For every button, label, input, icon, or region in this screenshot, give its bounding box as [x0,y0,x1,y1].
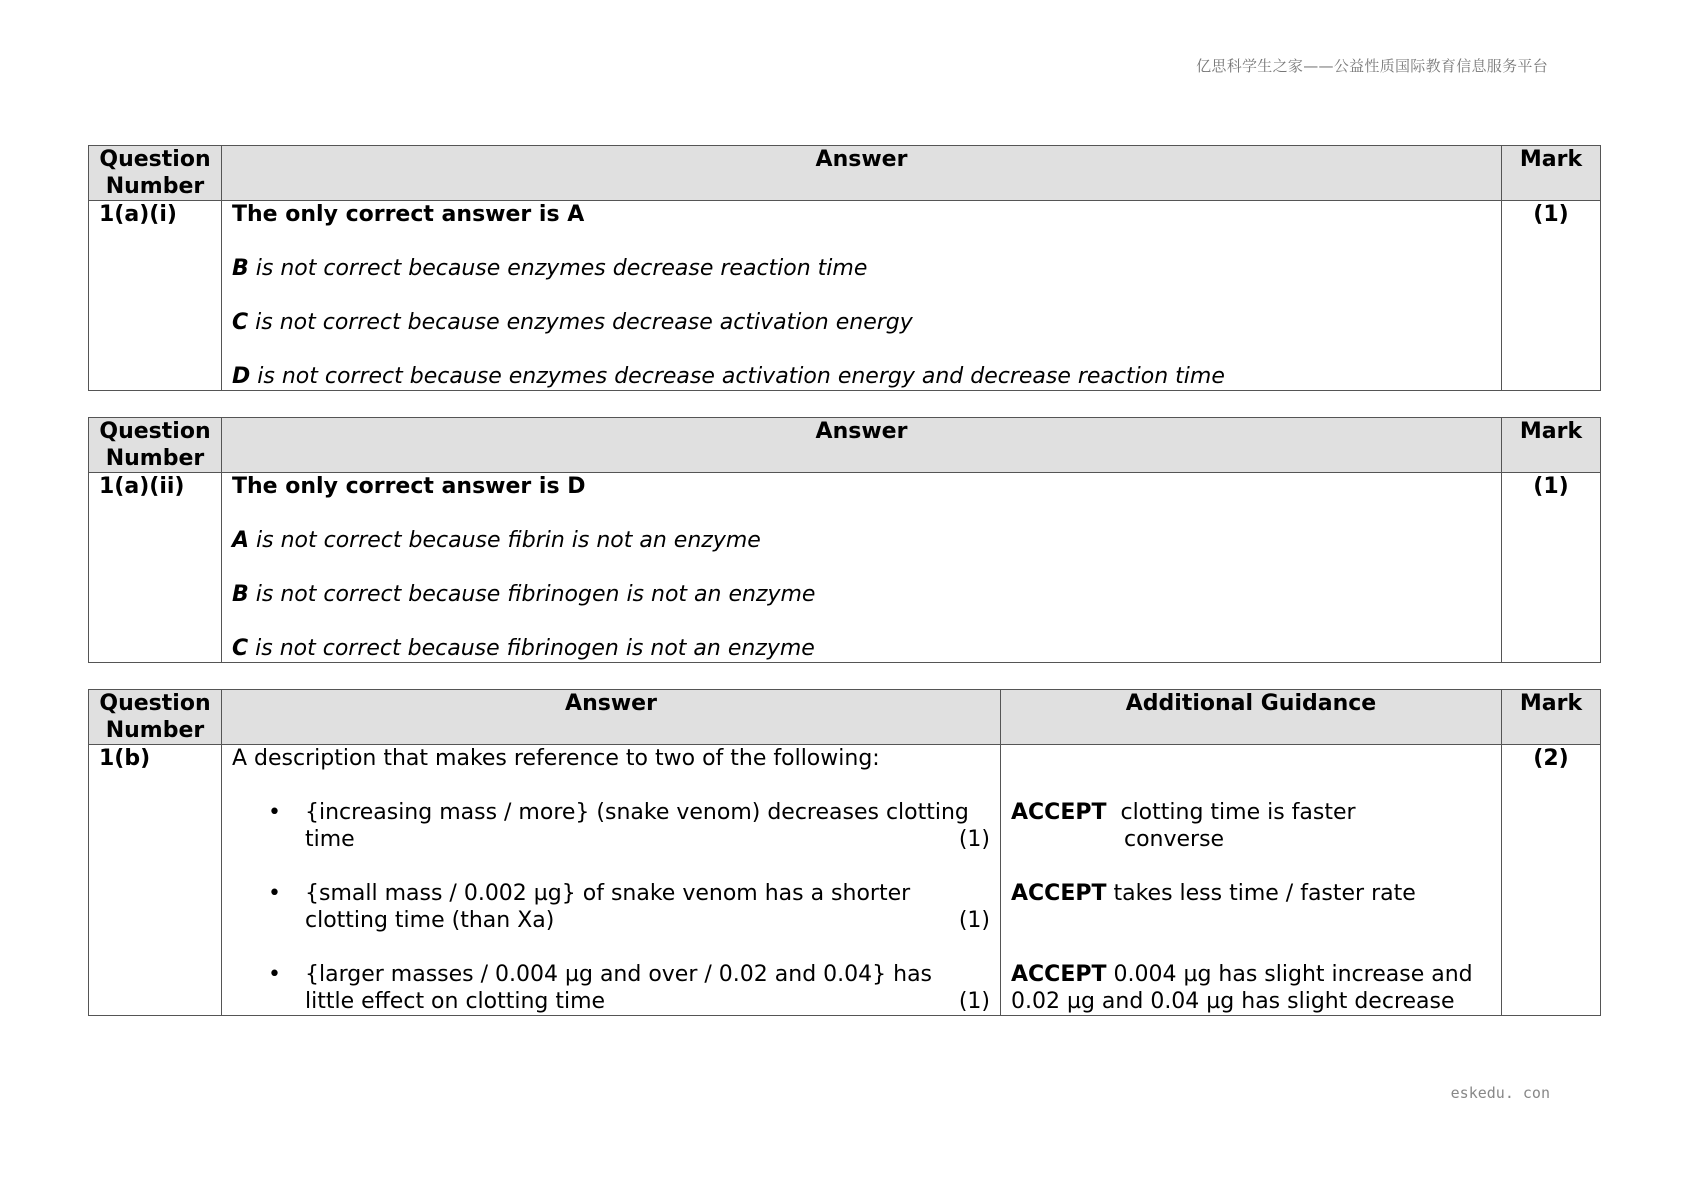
guidance-item: ACCEPT takes less time / faster rate [1011,881,1416,906]
guidance-item-continuation: 0.02 µg and 0.04 µg has slight decrease [1011,989,1455,1014]
answer-cell [222,745,1001,1016]
table-row [89,473,1601,663]
guidance-item: ACCEPT clotting time is faster [1011,800,1356,825]
question-number-header: Question Number [89,146,222,201]
correct-answer: The only correct answer is D [232,474,586,499]
answer-intro: A description that makes reference to two of the following: [232,746,880,771]
answer-cell [222,201,1502,391]
table-row [89,745,1601,1016]
question-number-header: Question Number [89,690,222,745]
option-explanation: B is not correct because enzymes decrease reaction time [232,256,868,281]
option-explanation: D is not correct because enzymes decrease activation energy and decrease reaction time [232,364,1225,389]
mark-value: (2) [1502,745,1601,1016]
bullet-icon: • [268,962,281,987]
option-explanation: C is not correct because fibrinogen is not an enzyme [232,636,815,661]
correct-answer: The only correct answer is A [232,202,585,227]
question-number: 1(b) [89,745,222,1016]
mark-value: (1) [1502,201,1601,391]
list-item: • {increasing mass / more} (snake venom) decreases clotting time (1) [268,800,990,852]
question-number: 1(a)(ii) [89,473,222,663]
guidance-item-continuation: converse [1124,827,1225,852]
table-row [89,201,1601,391]
bullet-icon: • [268,800,281,825]
question-number-header: Question Number [89,418,222,473]
answer-header: Answer [222,418,1502,473]
mark-value: (1) [1502,473,1601,663]
bullet-icon: • [268,881,281,906]
guidance-cell [1001,745,1502,1016]
marking-points-list [232,799,990,1015]
mark-scheme-table-1a-i [88,145,1601,391]
guidance-item: ACCEPT 0.004 µg has slight increase and [1011,962,1473,987]
mark-header: Mark [1502,146,1601,201]
answer-cell [222,473,1502,663]
point-mark: (1) [958,908,990,933]
point-mark: (1) [958,827,990,852]
mark-header: Mark [1502,690,1601,745]
point-mark: (1) [958,989,990,1014]
additional-guidance-header: Additional Guidance [1001,690,1502,745]
option-explanation: A is not correct because fibrin is not an enzyme [232,528,761,553]
option-explanation: B is not correct because fibrinogen is not an enzyme [232,582,816,607]
mark-scheme-table-1a-ii [88,417,1601,663]
table-header-row [89,690,1601,745]
mark-header: Mark [1502,418,1601,473]
table-header-row [89,418,1601,473]
table-header-row [89,146,1601,201]
header-watermark: 亿思科学生之家——公益性质国际教育信息服务平台 [1196,57,1548,75]
answer-header: Answer [222,146,1502,201]
option-explanation: C is not correct because enzymes decrease activation energy [232,310,913,335]
footer-watermark: eskedu. con [1450,1084,1550,1102]
list-item: • {larger masses / 0.004 µg and over / 0.02 and 0.04} has little effect on clotting time (1) [268,962,990,1014]
mark-scheme-table-1b [88,689,1601,1016]
question-number: 1(a)(i) [89,201,222,391]
list-item: • {small mass / 0.002 µg} of snake venom has a shorter clotting time (than Xa) (1) [268,881,990,933]
answer-header: Answer [222,690,1001,745]
